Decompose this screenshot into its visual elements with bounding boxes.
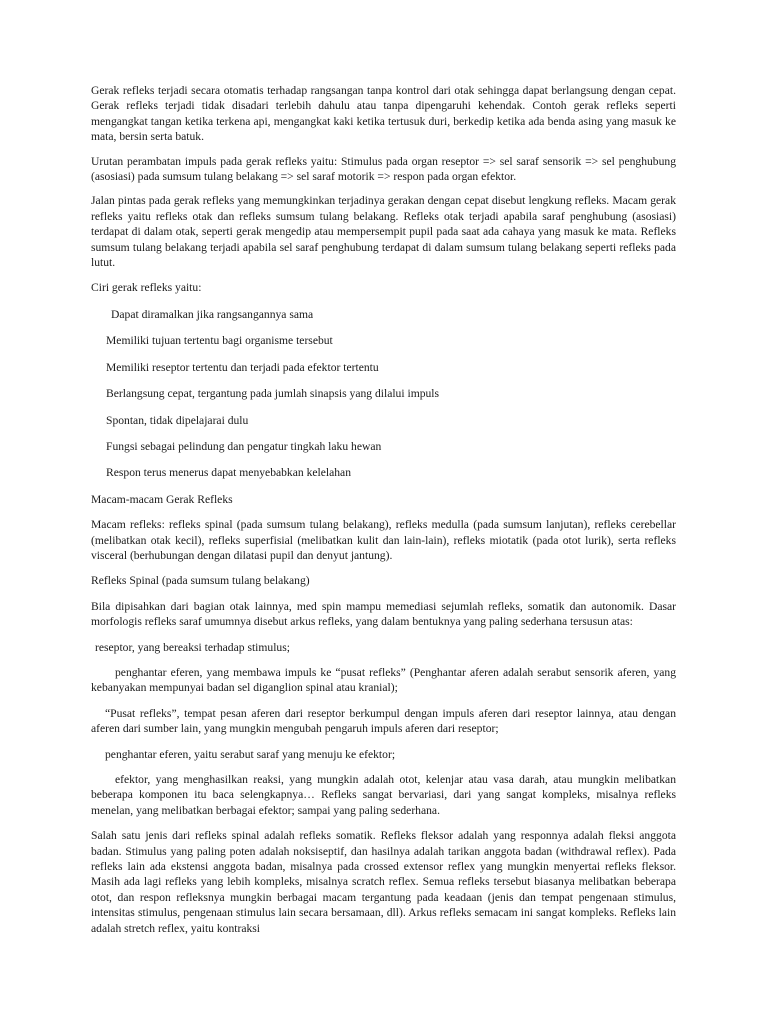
list-item: Spontan, tidak dipelajarai dulu bbox=[106, 413, 249, 427]
list-item: penghantar eferen, yaitu serabut saraf yang menuju ke efektor; bbox=[105, 747, 396, 761]
document-body bbox=[91, 83, 676, 936]
list-item: Respon terus menerus dapat menyebabkan kelelahan bbox=[106, 466, 351, 480]
list-item: Memiliki reseptor tertentu dan terjadi pada efektor tertentu bbox=[106, 360, 379, 374]
paragraph-reflex-arc: Jalan pintas pada gerak refleks yang memungkinkan terjadinya gerakan dengan cepat disebut lengkung refleks. Macam gerak refleks yaitu refleks otak dan refleks sumsum tulang belakang. Refleks otak terjadi apabila saraf penghubung (asosiasi) terdapat di dalam otak, seperti gerak mengedip atau mempersempit pupil pada saat ada cahaya yang masuk ke mata. Refleks sumsum tulang belakang terjadi apabila sel saraf penghubung terdapat di dalam sumsum tulang belakang seperti refleks pada lutut. bbox=[91, 194, 676, 270]
list-item: Dapat diramalkan jika rangsangannya sama bbox=[111, 307, 314, 321]
paragraph-spinal: Bila dipisahkan dari bagian otak lainnya, med spin mampu memediasi sejumlah refleks, somatik dan autonomik. Dasar morfologis refleks saraf umumnya disebut arkus refleks, yang dalam bentuknya yang paling sederhana tersusun atas: bbox=[91, 599, 676, 629]
paragraph-intro: Gerak refleks terjadi secara otomatis terhadap rangsangan tanpa kontrol dari otak sehingga dapat berlangsung dengan cepat. Gerak refleks terjadi tidak disadari terlebih dahulu atau tanpa dipengaruhi kehendak. Contoh gerak refleks seperti mengangkat tangan ketika terkena api, mengangkat kaki ketika tertusuk duri, berkedip ketika ada benda asing yang masuk ke mata, bersin serta batuk. bbox=[91, 84, 676, 144]
list-item: efektor, yang menghasilkan reaksi, yang mungkin adalah otot, kelenjar atau vasa darah, atau mungkin melibatkan beberapa komponen itu baca selengkapnya… Refleks sangat bervariasi, dari yang sangat kompleks, misalnya refleks menelan, yang melibatkan berbagai efektor; sampai yang paling sederhana. bbox=[91, 773, 676, 817]
list-item: penghantar eferen, yang membawa impuls ke “pusat refleks” (Penghantar aferen adalah serabut sensorik aferen, yang kebanyakan mempunyai badan sel diganglion spinal atau kranial); bbox=[91, 665, 676, 695]
list-item: “Pusat refleks”, tempat pesan aferen dari reseptor berkumpul dengan impuls aferen dari reseptor lainnya, atau dengan aferen dari sumber lain, yang mungkin mengubah pengaruh impuls aferen dari reseptor; bbox=[91, 706, 676, 736]
heading-refleks-spinal: Refleks Spinal (pada sumsum tulang belakang) bbox=[91, 574, 310, 588]
paragraph-refleks-somatik: Salah satu jenis dari refleks spinal adalah refleks somatik. Refleks fleksor adalah yang responnya adalah fleksi anggota badan. Stimulus yang paling poten adalah noksiseptif, dan hasilnya adalah tarikan anggota badan (withdrawal reflex). Pada refleks lain ada ekstensi anggota badan, misalnya pada crossed extensor reflex yang mungkin menyertai refleks fleksor. Masih ada lagi refleks yang lebih kompleks, misalnya scratch reflex. Semua refleks tersebut biasanya melibatkan beberapa otot, dan respon refleksnya mungkin berbagai macam tergantung pada keadaan (jenis dan tempat pengenaan stimulus, intensitas stimulus, pengenaan stimulus lain secara bersamaan, dll). Arkus refleks semacam ini sangat kompleks. Refleks lain adalah stretch reflex, yaitu kontraksi bbox=[91, 829, 676, 935]
list-item: Berlangsung cepat, tergantung pada jumlah sinapsis yang dilalui impuls bbox=[106, 387, 440, 401]
paragraph-macam-refleks: Macam refleks: refleks spinal (pada sumsum tulang belakang), refleks medulla (pada sumsum lanjutan), refleks cerebellar (melibatkan otak kecil), refleks superfisial (melibatkan kulit dan lain-lain), refleks miotatik (pada otot lurik), serta refleks visceral (berhubungan dengan dilatasi pupil dan denyut jantung). bbox=[91, 518, 676, 562]
heading-macam-gerak-refleks: Macam-macam Gerak Refleks bbox=[91, 492, 233, 506]
list-item: Memiliki tujuan tertentu bagi organisme tersebut bbox=[106, 334, 333, 348]
list-item: reseptor, yang bereaksi terhadap stimulus; bbox=[95, 640, 290, 654]
paragraph-impulse-path: Urutan perambatan impuls pada gerak refleks yaitu: Stimulus pada organ reseptor => sel saraf sensorik => sel penghubung (asosiasi) pada sumsum tulang belakang => sel saraf motorik => respon pada organ efektor. bbox=[91, 154, 676, 184]
list-item: Fungsi sebagai pelindung dan pengatur tingkah laku hewan bbox=[106, 439, 382, 453]
heading-ciri: Ciri gerak refleks yaitu: bbox=[91, 281, 202, 295]
